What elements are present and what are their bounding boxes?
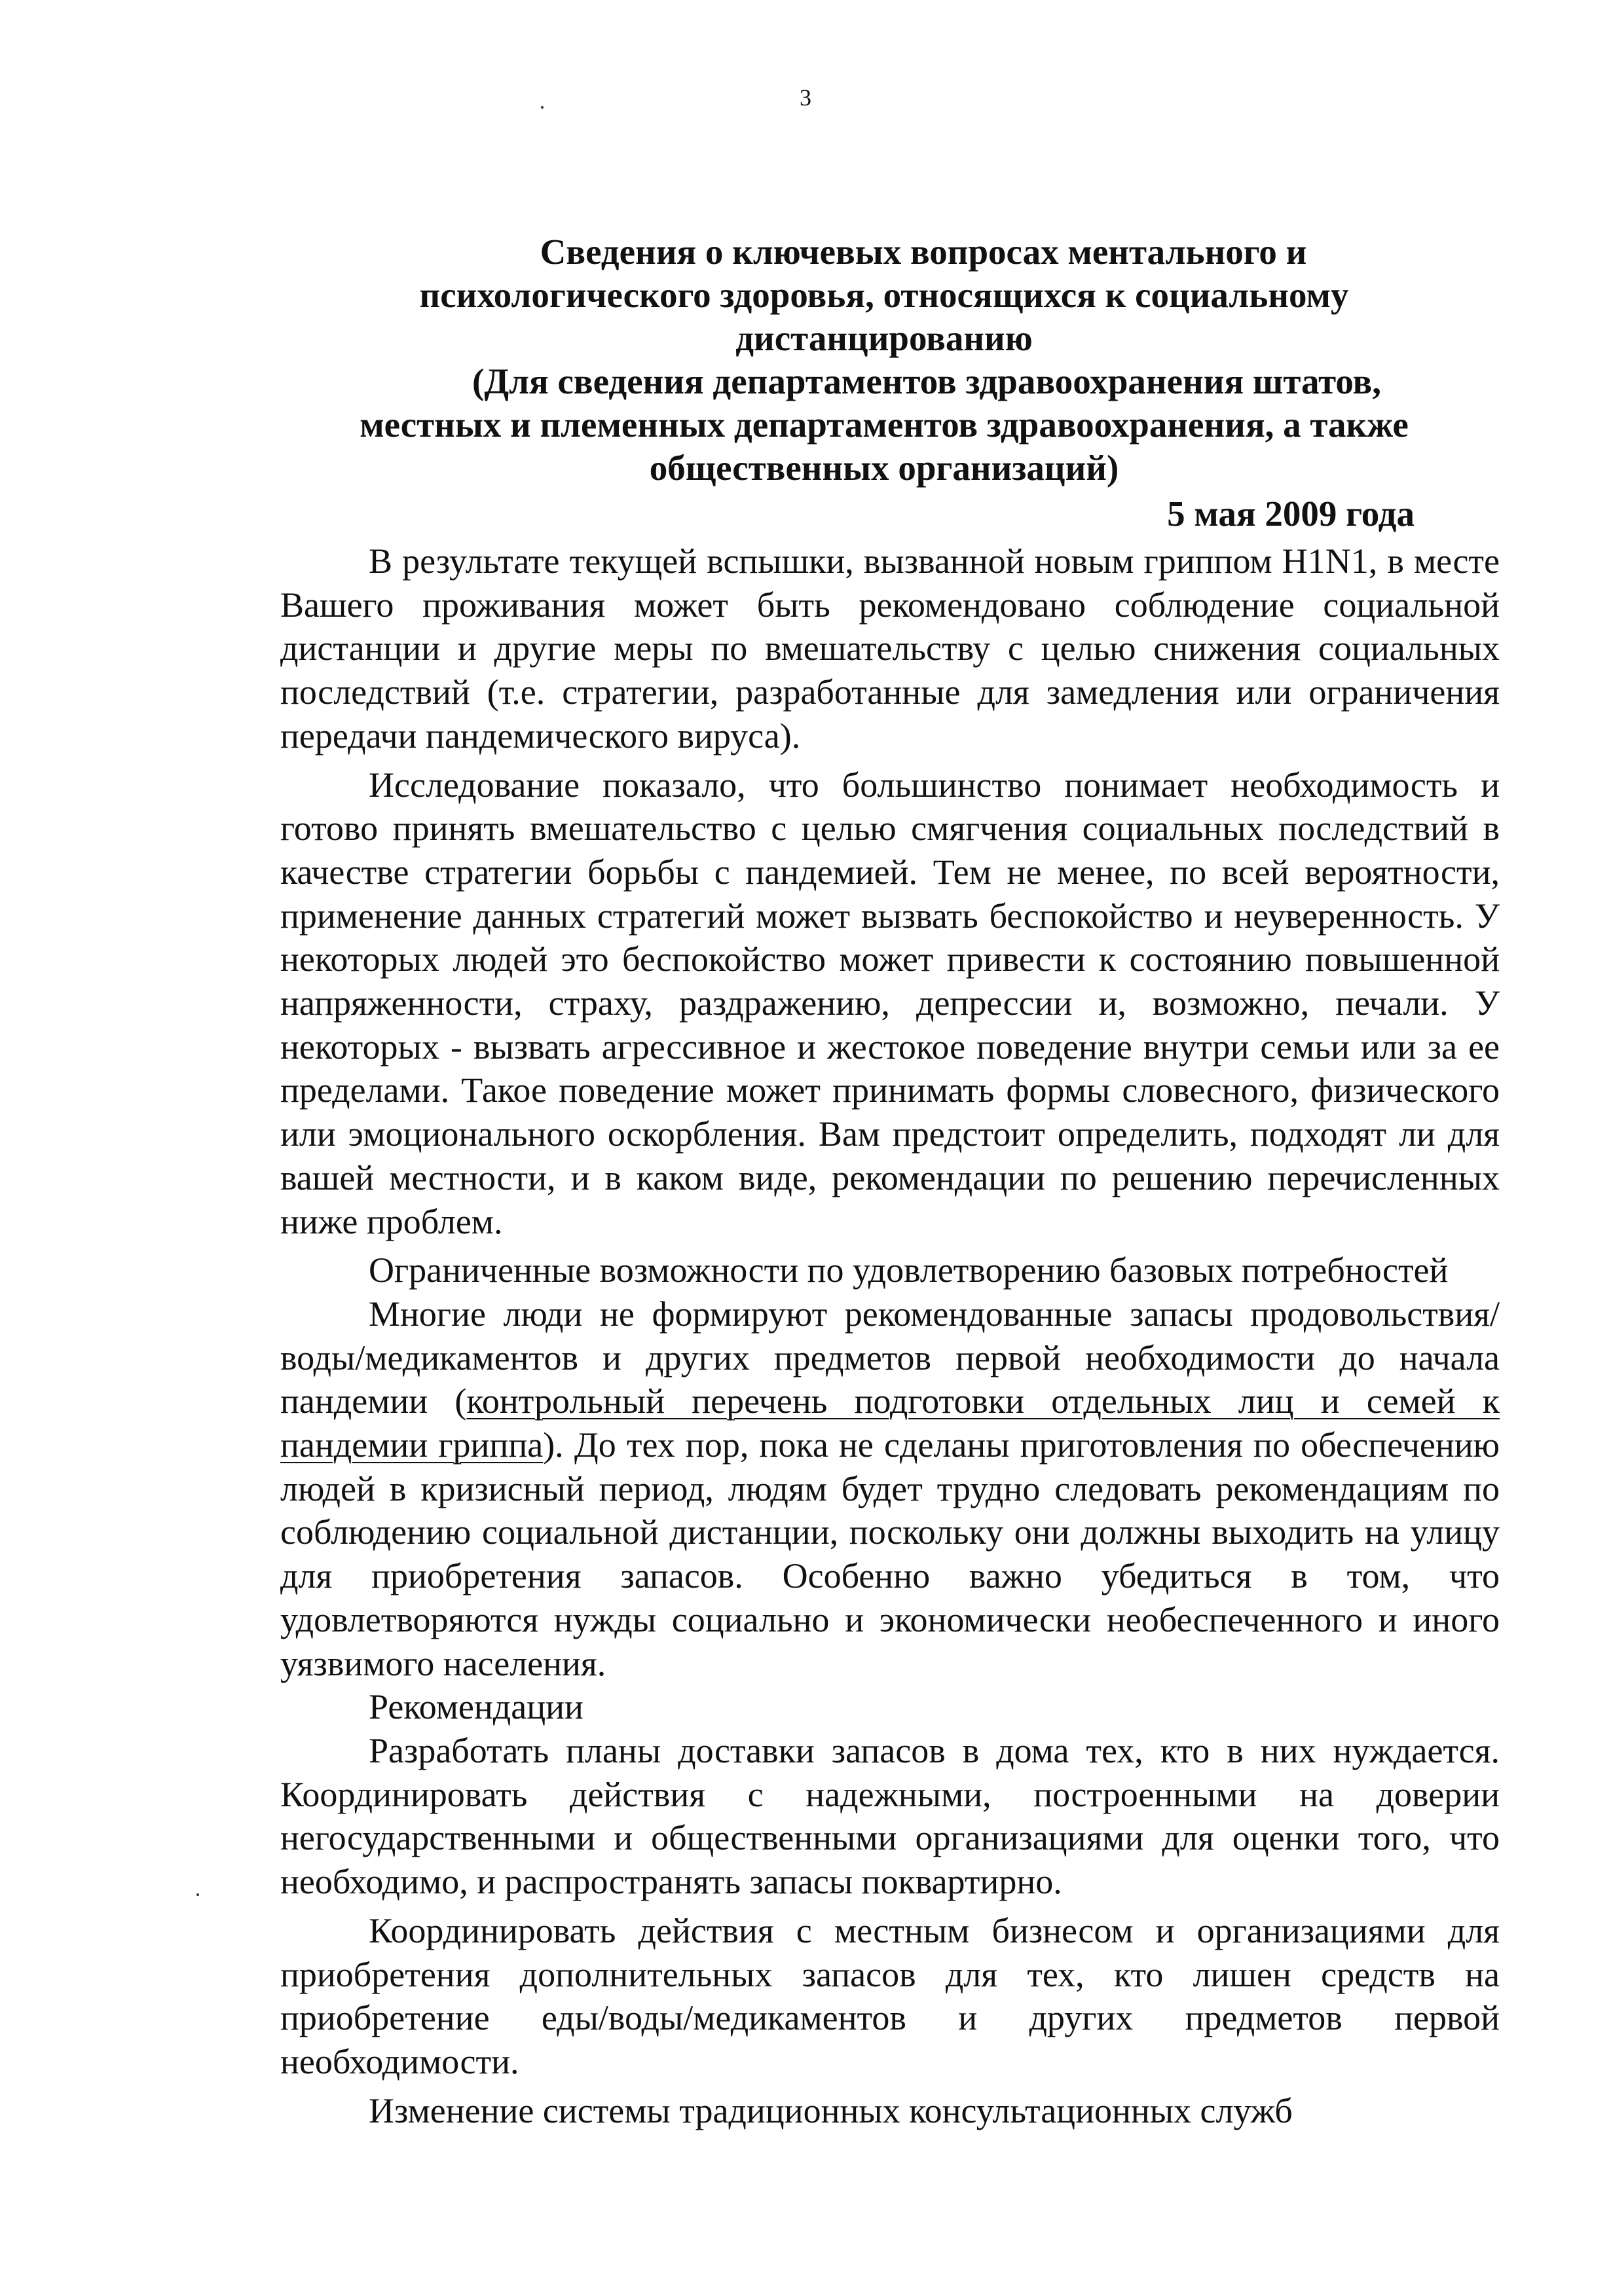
section-heading: Изменение системы традиционных консультационных служб — [369, 2090, 1293, 2130]
title-line: дистанцированию — [735, 318, 1033, 358]
page-number: 3 — [800, 84, 811, 111]
scan-speck — [541, 106, 544, 109]
scan-speck — [196, 1893, 199, 1896]
document-body — [280, 539, 1500, 2132]
section-heading: Ограниченные возможности по удовлетворению базовых потребностей — [369, 1250, 1449, 1290]
title-line: общественных организаций) — [649, 448, 1119, 488]
paragraph-text: Многие люди не формируют рекомендованные запасы продовольствия/воды/медикаментов и других предметов первой необходимости до начала пандемии ( — [280, 1294, 1500, 1421]
title-line: психологического здоровья, относящихся к социальному — [419, 275, 1349, 315]
checklist-link[interactable]: контрольный перечень подготовки отдельных лиц и семей к пандемии гриппа — [280, 1381, 1500, 1465]
paragraph-text: ). До тех пор, пока не сделаны приготовления по обеспечению людей в кризисный период, людям будет трудно следовать рекомендациям по соблюдению социальной дистанции, поскольку они должны выходить на улицу для приобретения запасов. Особенно важно убедиться в том, что удовлетворяются нужды социально и экономически необеспеченного и иного уязвимого населения. — [280, 1425, 1500, 1683]
title-line: (Для сведения департаментов здравоохранения штатов, — [472, 361, 1381, 401]
paragraph: Разработать планы доставки запасов в дома тех, кто в них нуждается. Координировать действия с надежными, построенными на доверии негосударственными и общественными организациями для оценки того, что необходимо, и распространять запасы поквартирно. — [280, 1730, 1500, 1902]
paragraph: В результате текущей вспышки, вызванной новым гриппом H1N1, в месте Вашего проживания может быть рекомендовано соблюдение социальной дистанции и другие меры по вмешательству с целью снижения социальных последствий (т.е. стратегии, разработанные для замедления или ограничения передачи пандемического вируса). — [280, 541, 1500, 756]
paragraph — [280, 1292, 1500, 1685]
section-heading: Рекомендации — [369, 1687, 583, 1727]
title-line: местных и племенных департаментов здравоохранения, а также — [360, 405, 1409, 445]
paragraph: Координировать действия с местным бизнесом и организациями для приобретения дополнительных запасов для тех, кто лишен средств на приобретение еды/воды/медикаментов и других предметов первой необходимости. — [280, 1910, 1500, 2081]
title-line: Сведения о ключевых вопросах ментального и — [540, 232, 1307, 272]
document-date: 5 мая 2009 года — [1167, 494, 1415, 534]
paragraph: Исследование показало, что большинство понимает необходимость и готово принять вмешательство с целью смягчения социальных последствий в качестве стратегии борьбы с пандемией. Тем не менее, по всей вероятности, применение данных стратегий может вызвать беспокойство и неуверенность. У некоторых людей это беспокойство может привести к состоянию повышенной напряженности, страху, раздражению, депрессии и, возможно, печали. У некоторых - вызвать агрессивное и жестокое поведение внутри семьи или за ее пределами. Такое поведение может принимать формы словесного, физического или эмоционального оскорбления. Вам предстоит определить, подходят ли для вашей местности, и в каком виде, рекомендации по решению перечисленных ниже проблем. — [280, 765, 1500, 1241]
document-title — [196, 230, 1572, 490]
